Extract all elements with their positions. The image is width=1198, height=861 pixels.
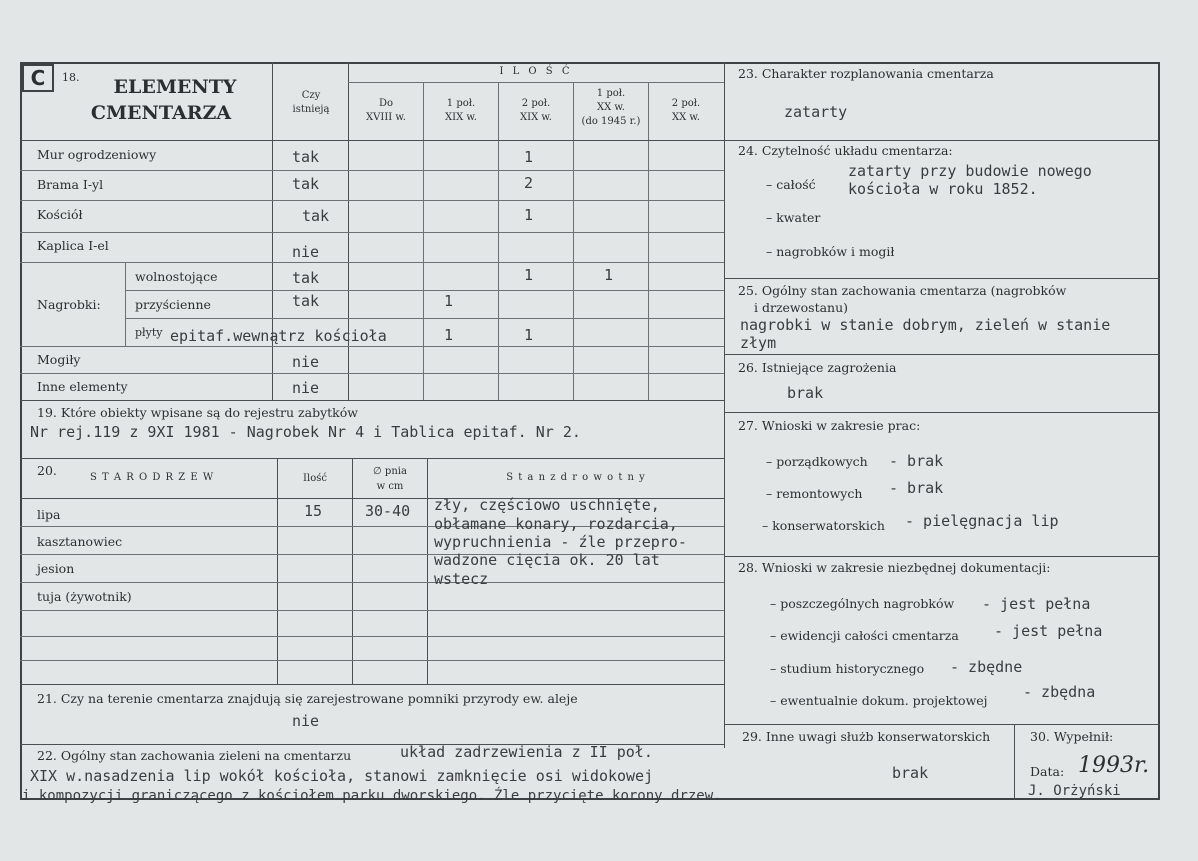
column-header: Czy — [301, 90, 321, 101]
item-label: – porządkowych — [766, 454, 868, 469]
field-value: i kompozycji graniczącego z kościołem parku dworskiego. Źle przycięte korony drzew. — [22, 788, 722, 804]
grid-line — [20, 660, 724, 661]
column-header: (do 1945 r.) — [581, 116, 641, 127]
field-value: epitaf.wewnątrz kościoła — [170, 327, 387, 345]
field-value: obłamane konary, rozdarcia, — [434, 515, 678, 533]
column-header: Do — [378, 98, 394, 109]
grid-line — [348, 82, 724, 83]
tree-name: lipa — [37, 507, 61, 522]
grid-line — [125, 290, 724, 291]
row-label: przyścienne — [135, 297, 211, 312]
column-header: I L O Ś Ć — [499, 66, 573, 77]
field-value: nie — [292, 243, 320, 261]
row-label: Kaplica I-el — [37, 238, 109, 253]
field-value: - jest pełna — [982, 595, 1091, 613]
section-title: ELEMENTY — [113, 76, 237, 98]
column-header: 1 poł. — [596, 88, 626, 99]
grid-line — [125, 318, 724, 319]
column-header: XVIII w. — [366, 112, 406, 123]
grid-line — [1014, 724, 1015, 800]
column-header: 1 poł. — [446, 98, 476, 109]
grid-line — [20, 200, 724, 201]
section-label: 27. Wnioski w zakresie prac: — [738, 418, 921, 433]
row-label: Kościół — [37, 207, 83, 222]
card-letter-box: C — [22, 64, 54, 92]
field-value: - pielęgnacja lip — [905, 512, 1059, 530]
grid-line — [20, 610, 724, 611]
tree-name: kasztanowiec — [37, 534, 123, 549]
grid-line — [20, 582, 724, 583]
field-value: tak — [292, 175, 320, 193]
grid-line — [573, 82, 574, 400]
field-value: tak — [302, 207, 330, 225]
row-label: Mogiły — [37, 352, 81, 367]
field-value: XIX w.nasadzenia lip wokół kościoła, stanowi zamknięcie osi widokowej — [30, 767, 654, 785]
section-title: CMENTARZA — [90, 102, 232, 124]
column-header: XIX w. — [520, 112, 552, 123]
row-label: Inne elementy — [37, 379, 128, 394]
column-header: XX w. — [597, 102, 625, 113]
field-value: wadzone cięcia ok. 20 lat — [434, 551, 660, 569]
grid-line — [20, 458, 724, 459]
item-label: – kwater — [766, 210, 821, 225]
field-value: - brak — [889, 452, 944, 470]
field-value: zły, częściowo uschnięte, — [434, 496, 660, 514]
field-value: nagrobki w stanie dobrym, zieleń w stanie — [740, 316, 1111, 334]
field-value: układ zadrzewienia z II poł. — [400, 743, 653, 761]
row-label: Nagrobki: — [37, 297, 101, 312]
section-label: 24. Czytelność układu cmentarza: — [738, 143, 953, 158]
row-label: wolnostojące — [135, 269, 218, 284]
column-header: Ilość — [303, 473, 327, 484]
field-value: tak — [292, 292, 320, 310]
grid-line — [20, 684, 724, 685]
item-label: – ewentualnie dokum. projektowej — [770, 693, 988, 708]
field-value: wstecz — [434, 570, 489, 588]
item-label: – całość — [766, 177, 816, 192]
column-header: XX w. — [672, 112, 700, 123]
section-label: 30. Wypełnił: — [1030, 729, 1114, 744]
field-value: - zbędna — [1023, 683, 1096, 701]
grid-line — [724, 556, 1160, 557]
grid-line — [20, 262, 724, 263]
item-label: – konserwatorskich — [762, 518, 885, 533]
field-value: Nr rej.119 z 9XI 1981 - Nagrobek Nr 4 i Tablica epitaf. Nr 2. — [30, 423, 581, 441]
section-label: 26. Istniejące zagrożenia — [738, 360, 897, 375]
field-value: złym — [740, 334, 777, 352]
section-label: 28. Wnioski w zakresie niezbędnej dokumentacji: — [738, 560, 1051, 575]
grid-line — [20, 232, 724, 233]
field-value: 1 — [604, 266, 614, 284]
item-label: Data: — [1030, 764, 1065, 779]
grid-line — [277, 458, 278, 684]
section-label: 23. Charakter rozplanowania cmentarza — [738, 66, 994, 81]
field-value: - zbędne — [950, 658, 1023, 676]
column-header: istnieją — [292, 104, 330, 115]
column-header: XIX w. — [445, 112, 477, 123]
field-value: brak — [892, 764, 929, 782]
section-label: 19. Które obiekty wpisane są do rejestru zabytków — [37, 405, 358, 420]
column-header: S t a n z d r o w o t n y — [506, 472, 646, 483]
field-value: tak — [292, 148, 320, 166]
field-value: nie — [292, 712, 320, 730]
grid-line — [125, 262, 126, 346]
field-value: brak — [787, 384, 824, 402]
section-label: i drzewostanu) — [754, 300, 849, 315]
item-label: – poszczególnych nagrobków — [770, 596, 955, 611]
field-value: 1 — [524, 266, 534, 284]
section-number: 18. — [62, 71, 80, 84]
grid-line — [498, 82, 499, 400]
field-value: nie — [292, 379, 320, 397]
field-value: - brak — [889, 479, 944, 497]
section-label: 29. Inne uwagi służb konserwatorskich — [742, 729, 991, 744]
field-value: 30-40 — [365, 502, 411, 520]
grid-line — [724, 354, 1160, 355]
column-header: ∅ pnia — [373, 466, 407, 477]
column-header: 2 poł. — [521, 98, 551, 109]
row-label: Mur ogrodzeniowy — [37, 147, 157, 162]
field-value: nie — [292, 353, 320, 371]
field-value: 1 — [524, 206, 534, 224]
grid-line — [272, 62, 273, 400]
grid-line — [648, 82, 649, 400]
grid-line — [20, 373, 724, 374]
field-value: wypruchnienia - źle przepro- — [434, 533, 687, 551]
grid-line — [423, 82, 424, 400]
field-value: - jest pełna — [994, 622, 1103, 640]
grid-line — [20, 140, 1160, 141]
field-value: J. Orżyński — [1028, 783, 1121, 799]
grid-line — [724, 278, 1160, 279]
row-label: Brama I-yl — [37, 177, 104, 192]
item-label: – studium historycznego — [770, 661, 925, 676]
field-value: zatarty przy budowie nowego — [848, 162, 1092, 180]
grid-line — [427, 458, 428, 684]
handwritten-date: 1993r. — [1078, 753, 1150, 778]
section-label: 22. Ogólny stan zachowania zieleni na cmentarzu — [37, 748, 352, 763]
field-value: kościoła w roku 1852. — [848, 180, 1038, 198]
field-value: 1 — [444, 292, 454, 310]
grid-line — [724, 724, 1160, 725]
item-label: – ewidencji całości cmentarza — [770, 628, 959, 643]
tree-name: tuja (żywotnik) — [37, 589, 132, 604]
item-label: – remontowych — [766, 486, 863, 501]
field-value: 1 — [524, 326, 534, 344]
field-value: 15 — [304, 502, 323, 520]
grid-line — [20, 636, 724, 637]
section-label: 21. Czy na terenie cmentarza znajdują się zarejestrowane pomniki przyrody ew. aleje — [37, 691, 578, 706]
tree-name: jesion — [37, 561, 75, 576]
grid-line — [20, 170, 724, 171]
grid-line — [20, 346, 724, 347]
item-label: – nagrobków i mogił — [766, 244, 895, 259]
field-value: 2 — [524, 174, 534, 192]
column-divider — [724, 62, 725, 748]
column-header: S T A R O D R Z E W — [90, 472, 215, 483]
grid-line — [20, 400, 724, 401]
field-value: 1 — [524, 148, 534, 166]
field-value: 1 — [444, 326, 454, 344]
column-header: 2 poł. — [671, 98, 701, 109]
section-number: 20. — [37, 463, 57, 478]
column-header: w cm — [376, 481, 404, 492]
field-value: tak — [292, 269, 320, 287]
row-label: płyty — [135, 326, 163, 339]
section-label: 25. Ogólny stan zachowania cmentarza (nagrobków — [738, 283, 1067, 298]
grid-line — [724, 412, 1160, 413]
field-value: zatarty — [784, 103, 848, 121]
